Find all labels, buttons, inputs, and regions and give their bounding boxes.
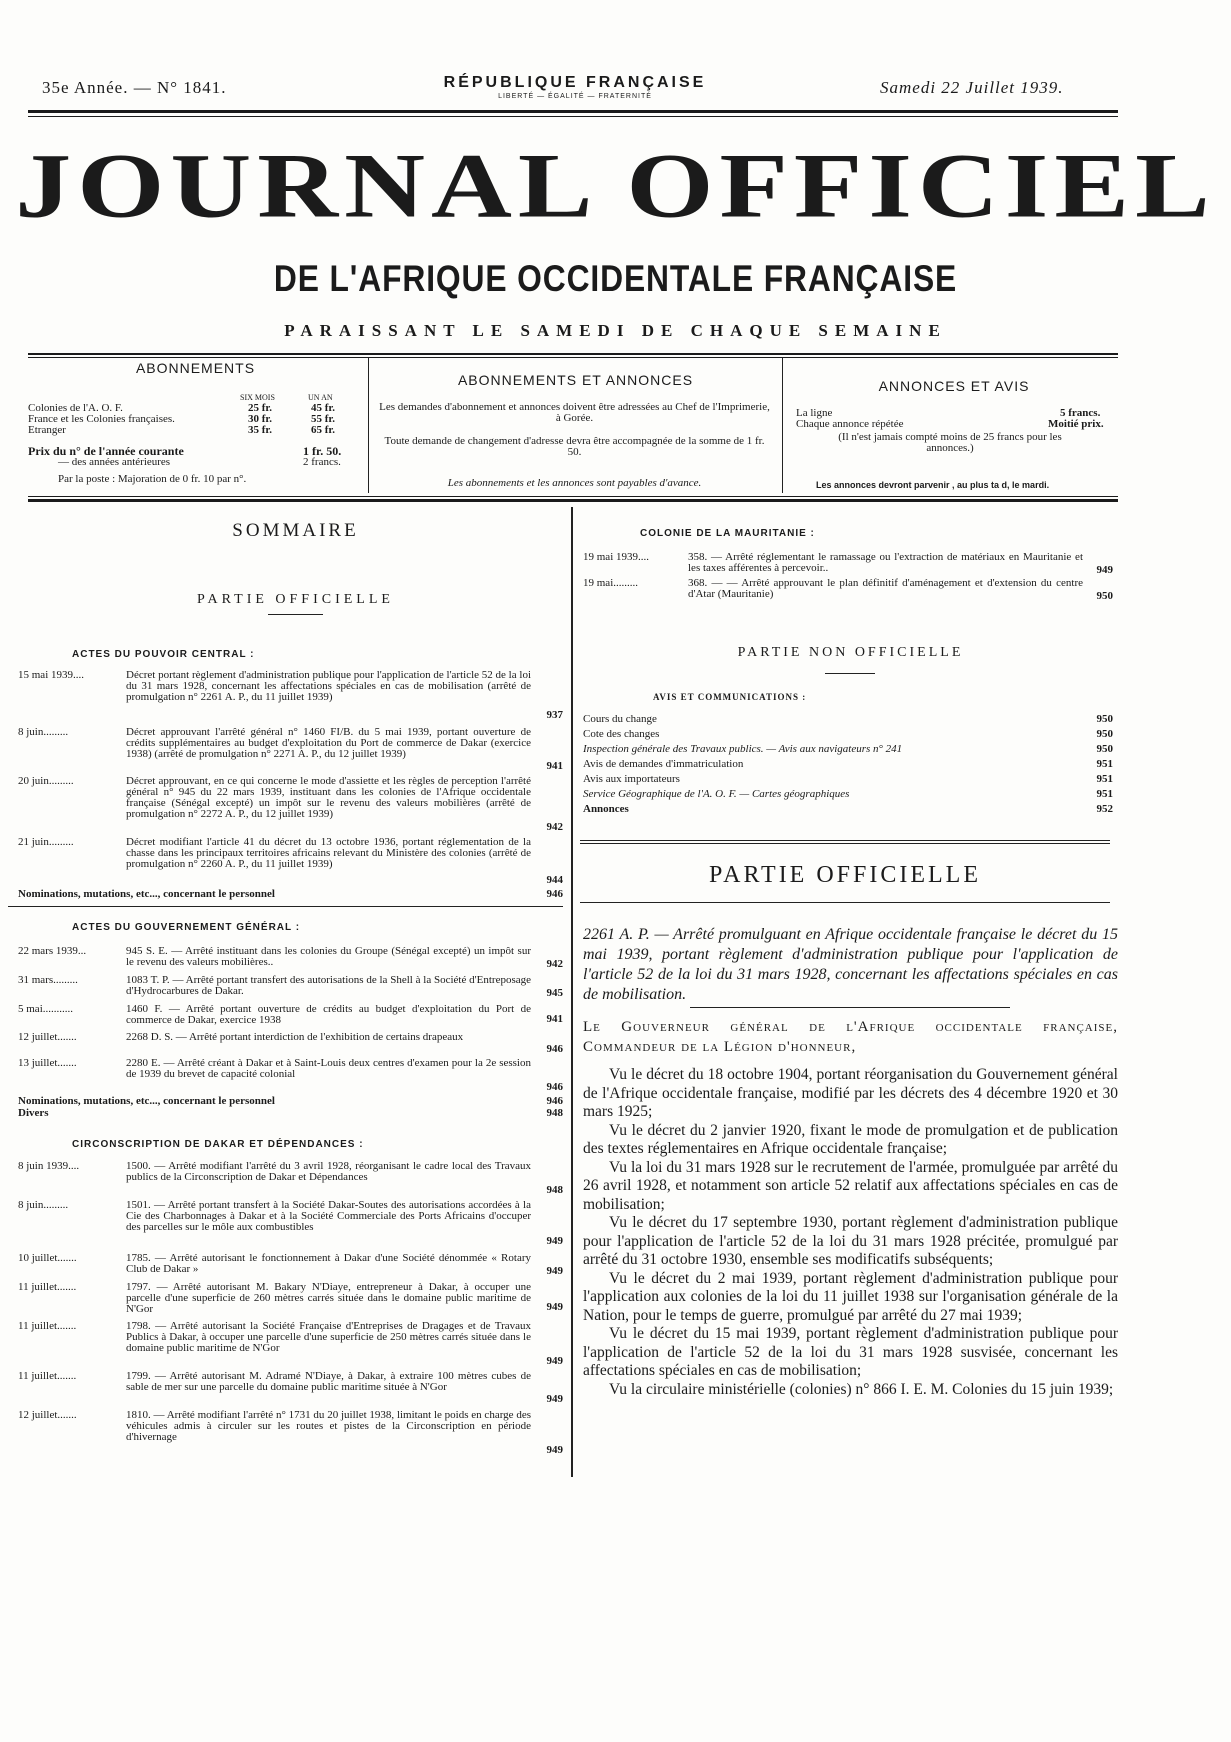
- journal-title: JOURNAL OFFICIEL: [15, 135, 1216, 237]
- box-line: Les abonnements et les annonces sont payables d'avance.: [447, 477, 702, 489]
- box-head: ABONNEMENTS ET ANNONCES: [457, 372, 694, 388]
- row-six: 30 fr.: [248, 413, 273, 425]
- divider: [28, 499, 1118, 502]
- list-item: [18, 1321, 563, 1369]
- arrete-body: [583, 1066, 1118, 1399]
- poste-note: Par la poste : Majoration de 0 fr. 10 par n°.: [58, 473, 247, 485]
- list-item: [18, 1058, 563, 1094]
- entry-date: 8 juin.........: [18, 726, 69, 738]
- entry-date: 19 mai.........: [583, 577, 638, 589]
- divider: [28, 353, 1118, 355]
- entry-text: Service Géographique de l'A. O. F. — Cartes géographiques: [583, 788, 850, 800]
- entry-text: Décret approuvant l'arrêté général n° 1460 FI/B. du 5 mai 1939, portant ouverture de crédits supplémentaires au budget d'exploitation du Port de commerce de Dakar (exercice 1938) (arrêté de promulgation n° 2271 A. P., du 12 juillet 1939): [126, 726, 531, 760]
- prix-value: 1 fr. 50.: [303, 444, 342, 458]
- ligne-value: 5 francs.: [1060, 407, 1101, 419]
- entry-page: 950: [1096, 728, 1113, 740]
- entry-page: 946: [546, 1095, 563, 1107]
- entry-page: 937: [546, 709, 563, 721]
- list-item: [18, 1108, 563, 1120]
- col-six-mois: SIX MOIS: [240, 393, 275, 402]
- divider: [28, 496, 1118, 497]
- entry-page: 942: [546, 958, 563, 970]
- entry-page: 941: [546, 1013, 563, 1025]
- column-divider: [571, 507, 573, 1477]
- entry-page: 951: [1096, 758, 1113, 770]
- entry-text: Inspection générale des Travaux publics. — Avis aux navigateurs n° 241: [583, 743, 903, 755]
- row-label: Colonies de l'A. O. F.: [28, 402, 123, 414]
- row-an: 55 fr.: [311, 413, 336, 425]
- republic-header: [400, 74, 750, 100]
- divider: [690, 1007, 1010, 1008]
- entry-text: Décret modifiant l'article 41 du décret du 13 octobre 1936, portant réglementation de la chasse dans les principaux territoires africains relevant du Ministère des colonies (arrêté de promulgation n° 2260 A. P., du 11 juillet 1939): [126, 836, 531, 870]
- row-an: 45 fr.: [311, 402, 336, 414]
- entry-date: 20 juin.........: [18, 775, 74, 787]
- entry-text: 1810. — Arrêté modifiant l'arrêté n° 1731 du 20 juillet 1938, limitant le poids en charge des véhicules admis à circuler sur les routes et pistes de la Circonscription en période d'hivernage: [126, 1409, 531, 1443]
- list-item: [583, 714, 1118, 726]
- row-six: 25 fr.: [248, 402, 273, 414]
- box-line: Les demandes d'abonnement et annonces doivent être adressées au Chef de l'Imprimerie, à Gorée.: [379, 401, 770, 424]
- list-item: [583, 759, 1118, 771]
- entry-date: 19 mai 1939....: [583, 551, 649, 563]
- list-item: [583, 729, 1118, 741]
- entry-date: 12 juillet.......: [18, 1409, 77, 1421]
- entry-text: 1500. — Arrêté modifiant l'arrêté du 3 avril 1928, réorganisant le cadre local des Travaux publics de la Circonscription de Dakar et Dépendances: [126, 1160, 531, 1183]
- entry-date: 15 mai 1939....: [18, 669, 84, 681]
- entry-text: 2268 D. S. — Arrêté portant interdiction de l'exhibition de certains drapeaux: [126, 1031, 464, 1043]
- ligne-label: La ligne: [796, 407, 833, 419]
- entry-page: 950: [1096, 743, 1113, 755]
- entry-text: 1799. — Arrêté autorisant M. Adramé N'Diaye, à Dakar, à extraire 100 mètres cubes de sable de mer sur une parcelle du domaine public maritime située à N'Gor: [126, 1370, 531, 1393]
- section-head: AVIS ET COMMUNICATIONS :: [653, 692, 807, 702]
- entry-page: 946: [546, 1081, 563, 1093]
- non-officielle-title: PARTIE NON OFFICIELLE: [737, 645, 964, 660]
- entry-text: Divers: [18, 1107, 49, 1119]
- divider: [580, 840, 1110, 841]
- list-item: [18, 1032, 563, 1057]
- entry-date: 11 juillet.......: [18, 1320, 77, 1332]
- entry-page: 949: [1096, 564, 1113, 576]
- body-paragraph: Vu le décret du 17 septembre 1930, portant règlement d'administration publique pour l'application de l'article 52 de la loi du 31 mars 1928 précitée, promulgué par arrêté du 31 octobre 1930, ensemble ses modificatifs subséquents;: [583, 1214, 1118, 1268]
- section-head: COLONIE DE LA MAURITANIE :: [640, 528, 815, 539]
- issue-date: Samedi 22 Juillet 1939.: [880, 78, 1064, 97]
- entry-date: 10 juillet.......: [18, 1252, 77, 1264]
- list-item: [18, 1161, 563, 1197]
- entry-text: Nominations, mutations, etc..., concernant le personnel: [18, 1095, 275, 1107]
- entry-date: 12 juillet.......: [18, 1031, 77, 1043]
- list-item: [18, 975, 563, 1000]
- divider: [825, 673, 875, 674]
- annonces-footer: Les annonces devront parvenir , au plus ta d, le mardi.: [816, 480, 1050, 490]
- entry-text: Annonces: [583, 803, 629, 815]
- entry-text: 1785. — Arrêté autorisant le fonctionnement à Dakar d'une Société dénommée « Rotary Club de Dakar »: [126, 1252, 531, 1275]
- list-item: [583, 744, 1118, 756]
- republic-motto: LIBERTÉ — ÉGALITÉ — FRATERNITÉ: [498, 93, 652, 100]
- list-item: [18, 776, 563, 831]
- entry-date: 8 juin 1939....: [18, 1160, 80, 1172]
- entry-text: Nominations, mutations, etc..., concernant le personnel: [18, 888, 275, 900]
- prix2-value: 2 francs.: [303, 456, 341, 468]
- divider: [580, 902, 1110, 903]
- entry-text: Avis de demandes d'immatriculation: [583, 758, 744, 770]
- entry-text: 1083 T. P. — Arrêté portant transfert des autorisations de la Shell à la Société d'Entreposage d'Hydrocarbures de Dakar.: [126, 974, 531, 997]
- entry-text: 1797. — Arrêté autorisant M. Bakary N'Diaye, entrepreneur à Dakar, à occuper une parcelle d'une superficie de 260 mètres carrés située dans le domaine public maritime de N'Gor: [126, 1281, 531, 1315]
- entry-text: 368. — — Arrêté approuvant le plan définitif d'aménagement et d'extension du centre d'Atar (Mauritanie): [688, 577, 1083, 600]
- entry-page: 952: [1096, 803, 1113, 815]
- entry-text: 945 S. E. — Arrêté instituant dans les colonies du Groupe (Sénégal excepté) un impôt sur le revenu des valeurs mobilières..: [126, 945, 531, 968]
- list-item: [18, 1200, 563, 1248]
- arrete-title: 2261 A. P. — Arrêté promulguant en Afrique occidentale française le décret du 15 mai 1939, portant règlement d'administration publique pour l'application de l'article 52 de la loi du 31 mars 1928, concernant les affectations spéciales en cas de mobilisation.: [583, 926, 1118, 1003]
- entry-page: 946: [546, 1043, 563, 1055]
- list-item: [583, 789, 1118, 801]
- list-item: [18, 946, 563, 971]
- row-label: France et les Colonies françaises.: [28, 413, 175, 425]
- entry-date: 11 juillet.......: [18, 1281, 77, 1293]
- entry-text: Décret portant règlement d'administration publique pour l'application de l'article 52 de la loi du 31 mars 1928, concernant les affectations spéciales en cas de mobilisation (arrêté de promulgation n° 2261 A. P., du 11 juillet 1939): [126, 669, 531, 703]
- list-item: [18, 889, 563, 901]
- entry-text: Cours du change: [583, 713, 657, 725]
- entry-page: 942: [546, 821, 563, 833]
- col-un-an: UN AN: [308, 393, 333, 402]
- list-item: [18, 1004, 563, 1029]
- entry-date: 5 mai...........: [18, 1003, 73, 1015]
- entry-date: 8 juin.........: [18, 1199, 69, 1211]
- sommaire-partie: PARTIE OFFICIELLE: [197, 592, 394, 607]
- body-paragraph: Vu le décret du 2 mai 1939, portant règlement d'administration publique pour l'application aux colonies de la loi du 11 juillet 1938 sur l'organisation générale de la Nation, pour le temps de guerre, promulgué par arrêté du 27 mai 1939;: [583, 1269, 1118, 1324]
- list-item: [18, 1282, 563, 1318]
- entry-page: 949: [546, 1235, 563, 1247]
- entry-text: Avis aux importateurs: [583, 773, 680, 785]
- body-paragraph: Vu la circulaire ministérielle (colonies) n° 866 I. E. M. Colonies du 15 juin 1939;: [609, 1380, 1114, 1398]
- list-item: [18, 836, 563, 886]
- sommaire-title: SOMMAIRE: [232, 520, 359, 541]
- row-label: Etranger: [28, 424, 66, 436]
- section-head: CIRCONSCRIPTION DE DAKAR ET DÉPENDANCES :: [72, 1139, 364, 1150]
- row-an: 65 fr.: [311, 424, 336, 436]
- entry-text: 358. — Arrêté réglementant le ramassage ou l'extraction de matériaux en Mauritanie et les taxes afférentes à percevoir..: [688, 551, 1083, 574]
- entry-page: 951: [1096, 788, 1113, 800]
- section-head: ACTES DU POUVOIR CENTRAL :: [72, 649, 255, 660]
- repete-value: Moitié prix.: [1048, 418, 1104, 430]
- box-abonnements: [28, 360, 363, 492]
- divider: [8, 906, 563, 907]
- list-item: [583, 578, 1118, 603]
- list-item: [18, 1096, 563, 1108]
- prix2-label: — des années antérieures: [58, 456, 171, 468]
- partie-officielle-title: PARTIE OFFICIELLE: [708, 862, 981, 888]
- republic-title: RÉPUBLIQUE FRANÇAISE: [443, 74, 707, 91]
- entry-page: 948: [546, 1107, 563, 1119]
- issue-number: 35e Année. — N° 1841.: [42, 78, 227, 97]
- divider: [28, 110, 1118, 113]
- entry-date: 21 juin.........: [18, 836, 74, 848]
- list-item: [18, 1253, 563, 1278]
- list-item: [583, 774, 1118, 786]
- divider: [580, 843, 1110, 844]
- box-line: Toute demande de changement d'adresse devra être accompagnée de la somme de 1 fr. 50.: [384, 435, 765, 458]
- body-paragraph: Vu le décret du 2 janvier 1920, fixant le mode de promulgation et de publication des textes réglementaires en Afrique occidentale française;: [583, 1121, 1118, 1157]
- repete-label: Chaque annonce répétée: [796, 418, 904, 430]
- journal-subtitle: DE L'AFRIQUE OCCIDENTALE FRANÇAISE: [273, 258, 958, 299]
- entry-page: 949: [546, 1444, 563, 1456]
- entry-date: 11 juillet.......: [18, 1370, 77, 1382]
- entry-text: 1798. — Arrêté autorisant la Société Française d'Entreprises de Dragages et de Travaux Publics à Dakar, à occuper une parcelle d'une superficie de 250 mètres carrés située dans le domaine public maritime de N'Gor: [126, 1320, 531, 1354]
- entry-page: 949: [546, 1355, 563, 1367]
- list-item: [583, 552, 1118, 577]
- list-item: [18, 670, 563, 725]
- entry-page: 949: [546, 1265, 563, 1277]
- entry-text: 1460 F. — Arrêté portant ouverture de crédits au budget d'exploitation du Port de commerce de Dakar, exercice 1938: [126, 1003, 531, 1026]
- entry-date: 13 juillet.......: [18, 1057, 77, 1069]
- entry-text: Cote des changes: [583, 728, 660, 740]
- entry-page: 950: [1096, 590, 1113, 602]
- box-head: ABONNEMENTS: [135, 360, 256, 376]
- entry-page: 946: [546, 888, 563, 900]
- entry-text: 2280 E. — Arrêté créant à Dakar et à Saint-Louis deux centres d'examen pour la 2e session de 1939 du brevet de capacité colonial: [126, 1057, 531, 1080]
- body-paragraph: Vu le décret du 15 mai 1939, portant règlement d'administration publique pour l'application de l'article 52 de la loi du 31 mars 1928 susvisée, concernant les affectations spéciales en cas de mobilisation;: [583, 1325, 1118, 1379]
- divider: [28, 116, 1118, 117]
- section-head: ACTES DU GOUVERNEMENT GÉNÉRAL :: [72, 922, 301, 933]
- entry-page: 944: [546, 874, 563, 886]
- entry-text: Décret approuvant, en ce qui concerne le mode d'assiette et les règles de perception l'arrêté général n° 945 du 22 mars 1939, instituant dans les colonies de l'Afrique occidentale française (Sénégal excepté) un impôt sur le revenu des valeurs mobilières (arrêté de promulgation n° 2272 A. P., du 12 juillet 1939): [126, 775, 531, 820]
- entry-date: 22 mars 1939...: [18, 945, 87, 957]
- entry-page: 941: [546, 760, 563, 772]
- box-annonces-avis: [790, 360, 1118, 492]
- annonces-note: (Il n'est jamais compté moins de 25 francs pour les annonces.): [838, 431, 1062, 454]
- entry-text: 1501. — Arrêté portant transfert à la Société Dakar-Soutes des autorisations accordées à la Cie des Charbonnages à Dakar et à la Société Commerciale des Ports Africains d'occuper des parcelles sur le môle aux combustibles: [126, 1199, 531, 1233]
- entry-date: 31 mars.........: [18, 974, 78, 986]
- entry-page: 949: [546, 1393, 563, 1405]
- box-abonnements-annonces: [368, 358, 783, 493]
- row-six: 35 fr.: [248, 424, 273, 436]
- list-item: [583, 804, 1118, 816]
- list-item: [18, 1371, 563, 1407]
- prix-label: Prix du n° de l'année courante: [28, 444, 184, 458]
- gouverneur-line: Le Gouverneur général de l'Afrique occidentale française, Commandeur de la Légion d'honneur,: [583, 1019, 1118, 1055]
- publication-frequency: PARAISSANT LE SAMEDI DE CHAQUE SEMAINE: [284, 321, 947, 340]
- divider: [268, 614, 323, 615]
- entry-page: 949: [546, 1301, 563, 1313]
- box-head: ANNONCES ET AVIS: [878, 378, 1030, 394]
- entry-page: 950: [1096, 713, 1113, 725]
- entry-page: 951: [1096, 773, 1113, 785]
- list-item: [18, 1410, 563, 1458]
- entry-page: 945: [546, 987, 563, 999]
- body-paragraph: Vu la loi du 31 mars 1928 sur le recrutement de l'armée, promulguée par arrêté du 26 avril 1928, et notamment son article 52 relatif aux affectations spéciales en cas de mobilisation;: [583, 1158, 1118, 1213]
- body-paragraph: Vu le décret du 18 octobre 1904, portant réorganisation du Gouvernement général de l'Afrique occidentale française, modifié par les décrets des 4 décembre 1920 et 30 mars 1925;: [583, 1066, 1118, 1120]
- entry-page: 948: [546, 1184, 563, 1196]
- list-item: [18, 727, 563, 772]
